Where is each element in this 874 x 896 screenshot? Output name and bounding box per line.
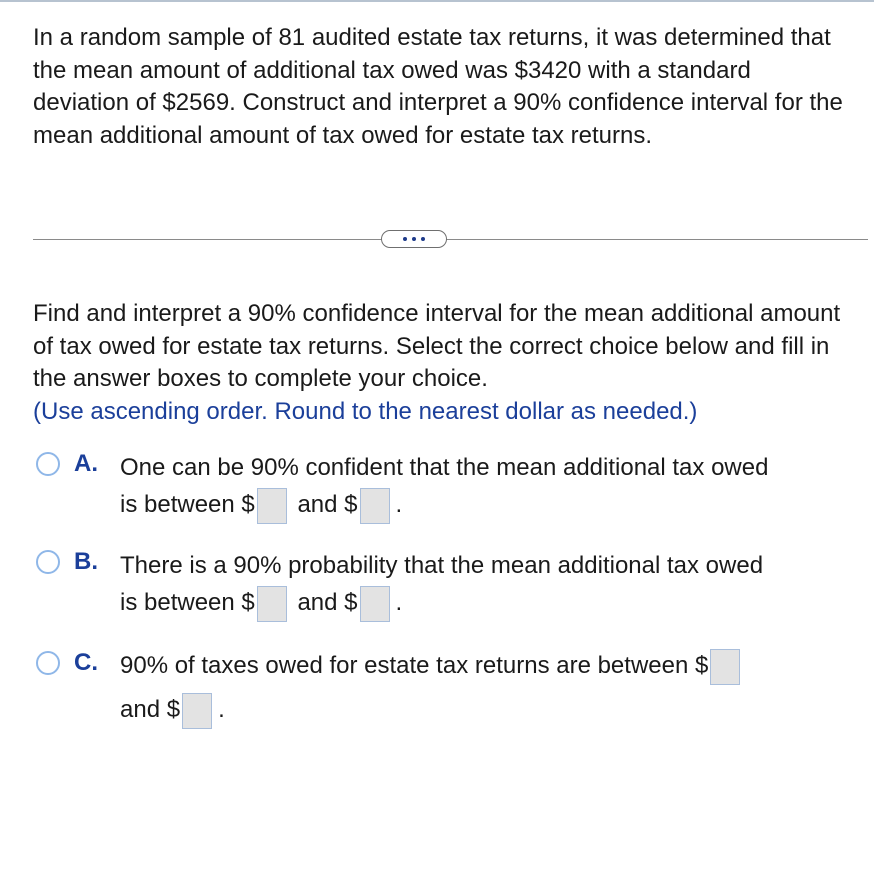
show-more-button[interactable] xyxy=(381,230,447,248)
instructions-hint: (Use ascending order. Round to the nearest dollar as needed.) xyxy=(33,397,698,425)
choice-c-text xyxy=(120,644,840,732)
instructions xyxy=(33,298,853,428)
choice-a-text xyxy=(120,449,840,524)
choice-b-text xyxy=(120,547,840,622)
choice-b-letter: B. xyxy=(74,548,98,575)
ellipsis-icon xyxy=(421,237,425,241)
choice-a-radio[interactable] xyxy=(36,452,60,476)
choice-a-upper-input[interactable] xyxy=(360,488,390,524)
choice-a-prefix: is between $ xyxy=(120,491,255,518)
choice-c-period: . xyxy=(218,696,225,723)
choice-c-line1-text: 90% of taxes owed for estate tax returns are between $ xyxy=(120,652,709,679)
choice-b-lower-input[interactable] xyxy=(257,586,287,622)
choice-a-lower-input[interactable] xyxy=(257,488,287,524)
choice-c-lower-input[interactable] xyxy=(710,649,740,685)
choice-c-letter: C. xyxy=(74,649,98,676)
choice-b-prefix: is between $ xyxy=(120,589,255,616)
choice-a-line1: One can be 90% confident that the mean additional tax owed xyxy=(120,454,769,481)
choice-c-prefix: and $ xyxy=(120,696,181,723)
choice-c-radio[interactable] xyxy=(36,651,60,675)
choice-b-radio[interactable] xyxy=(36,550,60,574)
ellipsis-icon xyxy=(403,237,407,241)
choice-a-line2 xyxy=(120,486,840,524)
choice-c-upper-input[interactable] xyxy=(182,693,212,729)
choice-b-line2 xyxy=(120,584,840,622)
choice-c-line1 xyxy=(120,644,840,688)
question-text: In a random sample of 81 audited estate tax returns, it was determined that the mean amount of additional tax owed was $3420 with a standard deviation of $2569. Construct and interpret a 90% confidence interval for the mean additional amount of tax owed for estate tax returns. xyxy=(33,24,843,149)
instructions-text: Find and interpret a 90% confidence interval for the mean additional amount of tax owed for estate tax returns. Select the correct choice below and fill in the answer boxes to complete your choice. xyxy=(33,300,841,392)
choice-a-period: . xyxy=(395,491,403,518)
top-border xyxy=(0,0,874,2)
choice-b-line1: There is a 90% probability that the mean additional tax owed xyxy=(120,552,764,579)
ellipsis-icon xyxy=(412,237,416,241)
choice-c-line2 xyxy=(120,688,840,732)
choice-b-upper-input[interactable] xyxy=(360,586,390,622)
choice-a-letter: A. xyxy=(74,450,98,477)
section-divider xyxy=(33,239,868,240)
choice-b-period: . xyxy=(395,589,403,616)
choice-a-and: and $ xyxy=(297,491,358,518)
choice-b-and: and $ xyxy=(297,589,358,616)
